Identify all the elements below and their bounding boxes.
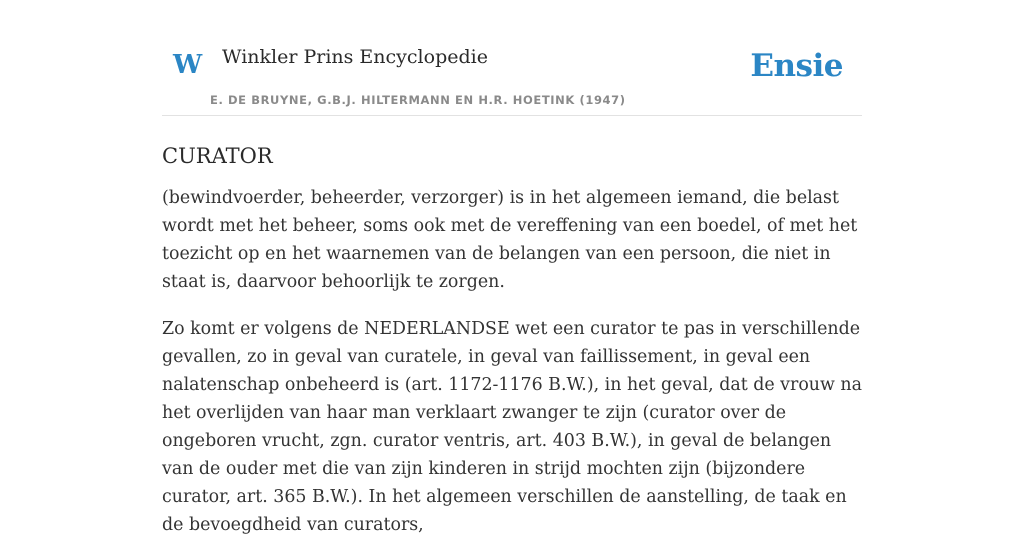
article-title: CURATOR	[162, 144, 273, 168]
encyclopedia-header	[162, 0, 862, 116]
article-paragraph: Zo komt er volgens de NEDERLANDSE wet een curator te pas in verschillende gevallen, zo in geval van curatele, in geval van faillissement, in geval een nalatenschap onbeheerd is (art. 1172-1176 B.W.), in het geval, dat de vrouw na het overlijden van haar man verklaart zwanger te zijn (curator over de ongeboren vrucht, zgn. curator ventris, art. 403 B.W.), in geval de belangen van de ouder met die van zijn kinderen in strijd mochten zijn (bijzondere curator, art. 365 B.W.). In het algemeen verschillen de aanstelling, de taak en de bevoegdheid van curators,	[162, 319, 862, 536]
encyclopedia-authors: E. DE BRUYNE, G.B.J. HILTERMANN EN H.R. HOETINK (1947)	[210, 93, 626, 107]
ensie-logo-link[interactable]: Ensie	[750, 48, 843, 84]
content-container	[162, 0, 862, 558]
encyclopedia-title-link[interactable]: Winkler Prins Encyclopedie	[222, 46, 488, 68]
encyclopedia-logo-icon[interactable]: W	[173, 50, 203, 80]
article-paragraph: (bewindvoerder, beheerder, verzorger) is in het algemeen iemand, die belast wordt met het beheer, soms ook met de vereffening van een boedel, of met het toezicht op en het waarnemen van de belangen van een persoon, die niet in staat is, daarvoor behoorlijk te zorgen.	[162, 188, 858, 293]
article-body	[162, 184, 862, 539]
